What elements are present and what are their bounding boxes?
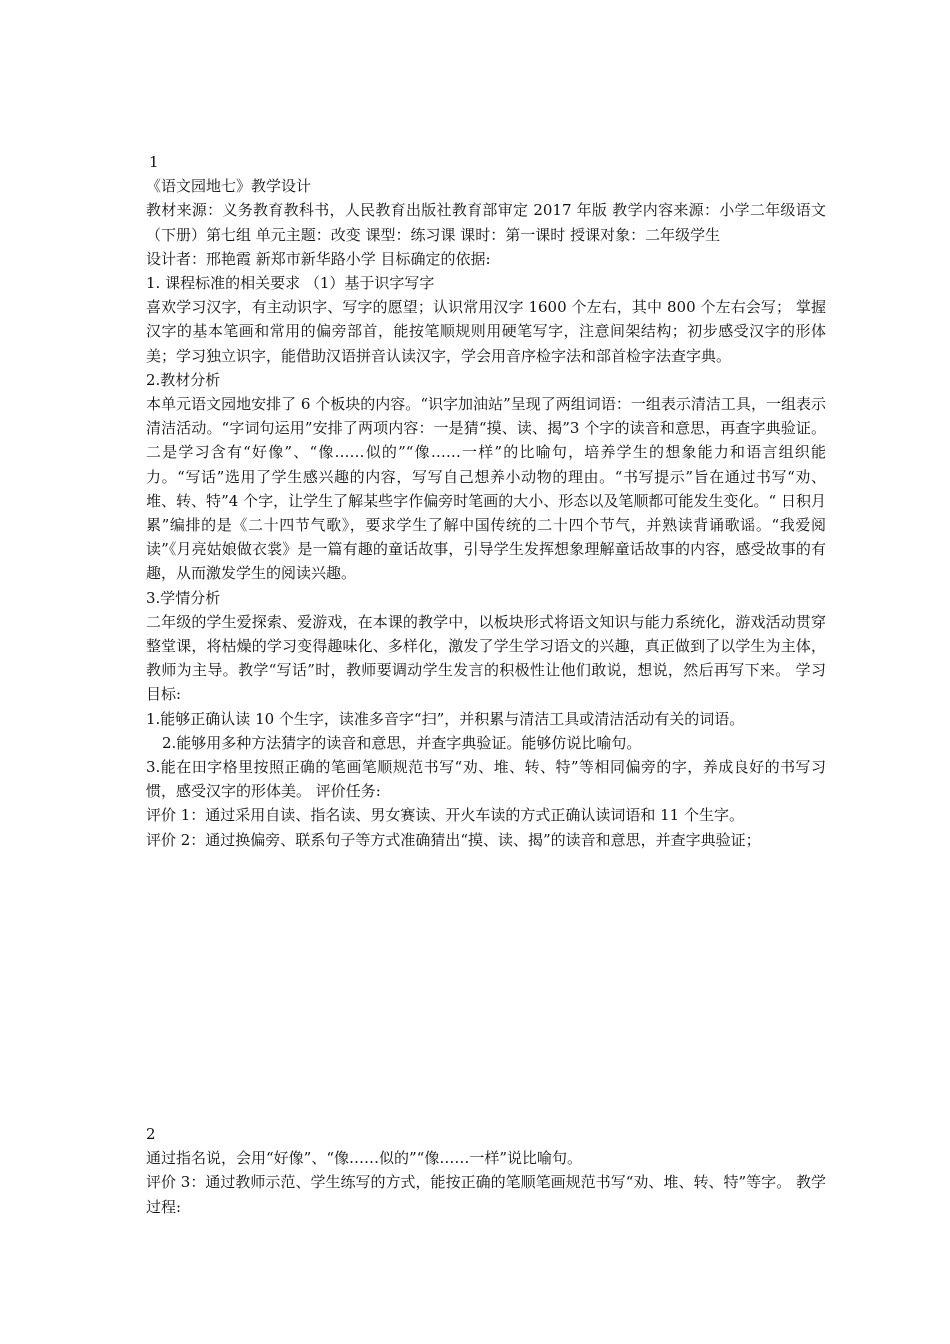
paragraph-student-analysis: 二年级的学生爱探索、爱游戏，在本课的教学中，以板块形式将语文知识与能力系统化，游戏活动贯穿整堂课，将枯燥的学习变得趣味化、多样化，激发了学生学习语文的兴趣，真正做到了以学生为主体，教师为主导。教学“写话”时，教师要调动学生发言的积极性让他们敢说，想说，然后再写下来。 学习目标:	[146, 612, 826, 704]
document-title: 《语文园地七》教学设计	[146, 177, 312, 196]
paragraph-metaphor: 通过指名说，会用“好像”、“像……似的”“像……一样”说比喻句。	[146, 1149, 583, 1168]
learning-goal-3: 3.能在田字格里按照正确的笔画笔顺规范书写“劝、堆、转、特”等相同偏旁的字，养成良好的书写习惯，感受汉字的形体美。 评价任务:	[146, 758, 826, 801]
page-number: 2	[146, 1125, 156, 1143]
paragraph-designer: 设计者：邢艳霞 新郑市新华路小学 目标确定的依据:	[146, 249, 491, 268]
heading-textbook-analysis: 2.教材分析	[146, 370, 221, 389]
paragraph-curriculum-standard: 喜欢学习汉字，有主动识字、写字的愿望；认识常用汉字 1600 个左右，其中 800 个左右会写； 掌握汉字的基本笔画和常用的偏旁部首，能按笔顺规则用硬笔写字，注意间架结构；初步感受汉字的形体美；学习独立识字，能借助汉语拼音认读汉字，学会用音序检字法和部首检字法查字典。	[146, 298, 826, 365]
evaluation-1: 评价 1：通过采用自读、指名读、男女赛读、开火车读的方式正确认读词语和 11 个生字。	[146, 806, 744, 825]
evaluation-3: 评价 3：通过教师示范、学生练写的方式，能按正确的笔顺笔画规范书写“劝、堆、转、特”等字。 教学过程:	[146, 1173, 826, 1216]
page-2-content	[146, 1122, 826, 1219]
paragraph-source-info: 教材来源：义务教育教科书，人民教育出版社教育部审定 2017 年版 教学内容来源：小学二年级语文（下册）第七组 单元主题：改变 课型：练习课 课时：第一课时 授课对象：二年级学生	[146, 201, 826, 244]
learning-goal-2: 2.能够用多种方法猜字的读音和意思，并查字典验证。能够仿说比喻句。	[162, 733, 642, 752]
heading-student-analysis: 3.学情分析	[146, 588, 221, 607]
evaluation-2: 评价 2：通过换偏旁、联系句子等方式准确猜出“摸、读、揭”的读音和意思，并查字典验证；	[146, 830, 761, 849]
heading-curriculum-standard: 1. 课程标准的相关要求 （1）基于识字写字	[146, 274, 435, 293]
paragraph-textbook-analysis: 本单元语文园地安排了 6 个板块的内容。“识字加油站”呈现了两组词语：一组表示清洁工具，一组表示清洁活动。“字词句运用”安排了两项内容：一是猜“摸、读、揭”3 个字的读音和意思，再查字典验证。二是学习含有“好像”、“像……似的”“像……一样”的比喻句，培养学生的想象能力和语言组织能力。“写话”选用了学生感兴趣的内容，写写自己想养小动物的理由。“书写提示”旨在通过书写“劝、堆、转、特”4 个字，让学生了解某些字作偏旁时笔画的大小、形态以及笔顺都可能发生变化。“ 日积月累”编排的是《二十四节气歌》，要求学生了解中国传统的二十四个节气，并熟读背诵歌谣。“我爱阅读”《月亮姑娘做衣裳》是一篇有趣的童话故事，引导学生发挥想象理解童话故事的内容，感受故事的有趣，从而激发学生的阅读兴趣。	[146, 395, 826, 583]
page-1-content	[146, 150, 826, 852]
page-number: 1	[149, 153, 159, 171]
learning-goal-1: 1.能够正确认读 10 个生字，读准多音字“扫”，并积累与清洁工具或清洁活动有关的词语。	[146, 709, 745, 728]
